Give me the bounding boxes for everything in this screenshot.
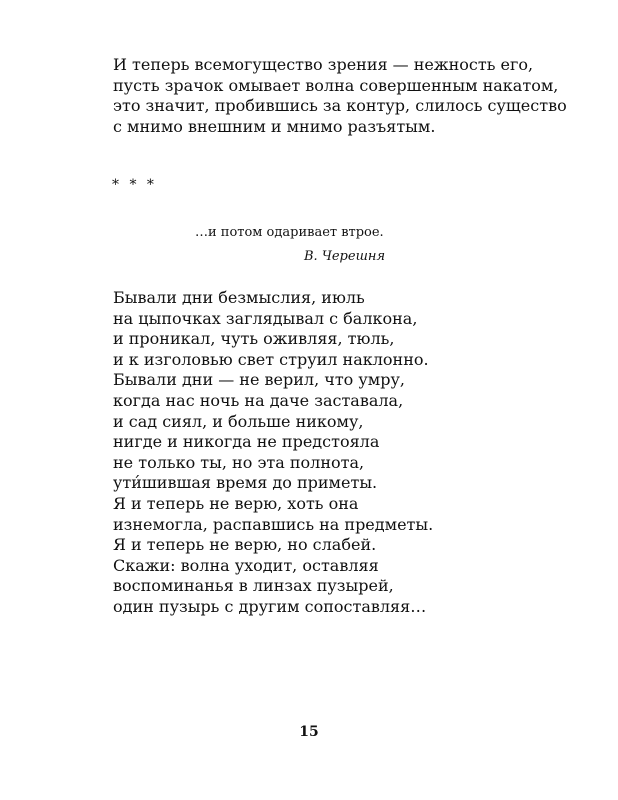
poem-line: пусть зрачок омывает волна совершенным накатом, (113, 75, 559, 95)
poem-line: Бывали дни безмыслия, июль (113, 288, 365, 307)
poem-line: один пузырь с другим сопоставляя… (113, 596, 427, 616)
poem-line: изнемогла, распавшись на предметы. (113, 514, 434, 534)
poem-line: Скажи: волна уходит, оставляя (113, 555, 379, 575)
poem-line: это значит, пробившись за контур, слилось существо (113, 96, 567, 116)
section-break-asterisks: * * * (112, 177, 157, 193)
poem-line: нигде и никогда не предстояла (113, 432, 380, 452)
poem-line: и проникал, чуть оживляя, тюль, (113, 329, 395, 349)
epigraph-author: В. Черешня (304, 249, 386, 264)
poem-line: И теперь всемогущество зрения — нежность его, (113, 55, 534, 74)
poem-line: ути́шившая время до приметы. (113, 473, 378, 493)
poem-stanza-top (113, 55, 567, 137)
poem-line: не только ты, но эта полнота, (113, 452, 365, 472)
page-number: 15 (299, 724, 319, 740)
poem-line: Я и теперь не верю, хоть она (113, 493, 359, 513)
epigraph-text: …и потом одаривает втрое. (195, 225, 384, 240)
poem-stanza-main (113, 288, 433, 618)
poem-line: и к изголовью свет струил наклонно. (113, 349, 429, 369)
poem-line: Я и теперь не верю, но слабей. (113, 535, 377, 555)
poem-line: и сад сиял, и больше никому, (113, 411, 364, 431)
poem-line: воспоминанья в линзах пузырей, (113, 576, 394, 596)
poem-line: на цыпочках заглядывал с балкона, (113, 308, 418, 328)
poem-line: с мнимо внешним и мнимо разъятым. (113, 116, 436, 136)
poem-line: Бывали дни — не верил, что умру, (113, 370, 405, 390)
poem-line: когда нас ночь на даче заставала, (113, 390, 404, 410)
